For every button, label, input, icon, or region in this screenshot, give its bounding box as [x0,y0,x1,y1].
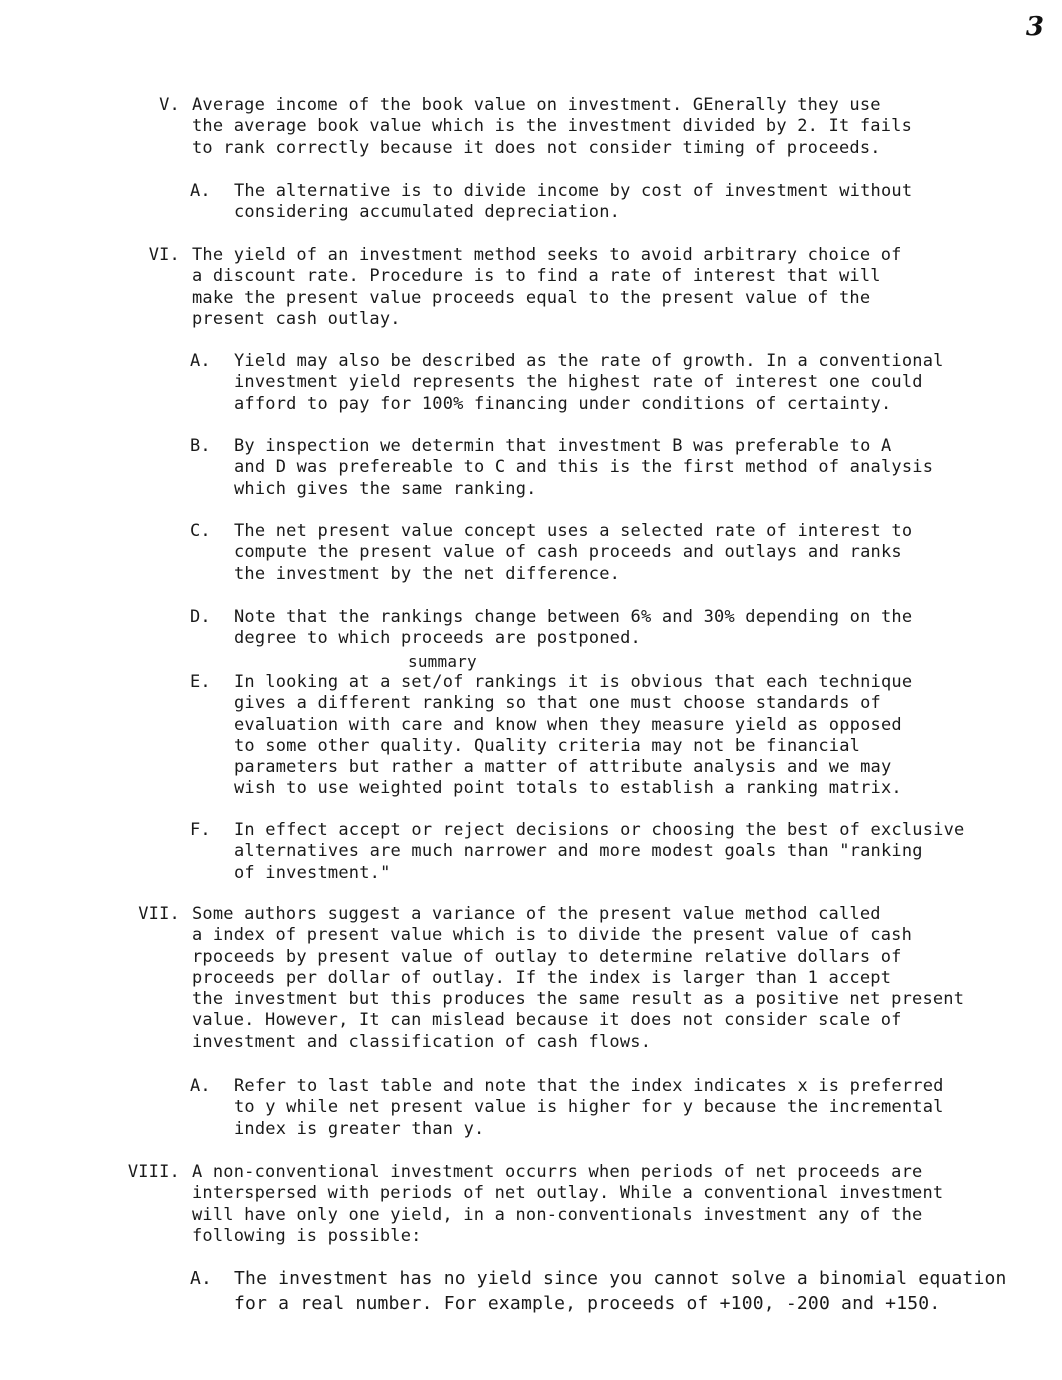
item-letter: C. [190,521,211,541]
item-letter: A. [190,1268,213,1289]
section-numeral: VII. [138,904,180,924]
section-numeral: VIII. [127,1162,180,1182]
item-letter: A. [190,1076,211,1096]
section-text: The yield of an investment method seeks to avoid arbitrary choice of a discount rate. Procedure is to find a rate of interest that will make the present value proceeds equal to the present value of the present cash outlay. [192,245,902,329]
item-letter: E. [190,672,211,692]
item-text: In effect accept or reject decisions or choosing the best of exclusive alternatives are much narrower and more modest goals than "ranking of investment." [234,820,965,883]
item-text: By inspection we determin that investment B was preferable to A and D was prefereable to C and this is the first method of analysis which gives the same ranking. [234,436,934,499]
item-text: Refer to last table and note that the index indicates x is preferred to y while net present value is higher for y because the incremental index is greater than y. [234,1076,944,1139]
section-numeral: V. [159,95,180,115]
item-letter: A. [190,181,211,201]
section-numeral: VI. [148,245,180,265]
page-number: 3 [1025,12,1044,42]
item-letter: A. [190,351,211,371]
item-text: Yield may also be described as the rate of growth. In a conventional investment yield represents the highest rate of interest one could afford to pay for 100% financing under conditions of certainty. [234,351,944,414]
item-letter: B. [190,436,211,456]
item-text: The investment has no yield since you cannot solve a binomial equation for a real number. For example, proceeds of +100, -200 and +150. [234,1268,1007,1314]
item-text: The net present value concept uses a selected rate of interest to compute the present value of cash proceeds and outlays and ranks the investment by the net difference. [234,521,913,584]
item-text: The alternative is to divide income by cost of investment without considering accumulated depreciation. [234,181,913,223]
item-text: In looking at a set/of rankings it is obvious that each technique gives a different ranking so that one must choose standards of evaluation with care and know when they measure yield as opposed to some other quality. Quality criteria may not be financial parameters but rather a matter of attribute analysis and we may wish to use weighted point totals to establish a ranking matrix. [234,672,913,799]
section-text: Average income of the book value on investment. GEnerally they use the average book value which is the investment divided by 2. It fails to rank correctly because it does not consider timing of proceeds. [192,95,913,158]
item-text: Note that the rankings change between 6% and 30% depending on the degree to which proceeds are postponed. [234,607,913,649]
item-letter: F. [190,820,211,840]
item-letter: D. [190,607,211,627]
section-text: A non-conventional investment occurrs when periods of net proceeds are interspersed with periods of net outlay. While a conventional investment will have only one yield, in a non-conventionals investment any of the following is possible: [192,1162,944,1246]
handwritten-summary-note: summary [408,652,477,671]
section-text: Some authors suggest a variance of the present value method called a index of present value which is to divide the present value of cash rpoceeds by present value of outlay to determine relative dollars of proceeds per dollar of outlay. If the index is larger than 1 accept the investment but this produces the same result as a positive net present value. However, It can mislead because it does not consider scale of investment and classification of cash flows. [192,904,965,1052]
